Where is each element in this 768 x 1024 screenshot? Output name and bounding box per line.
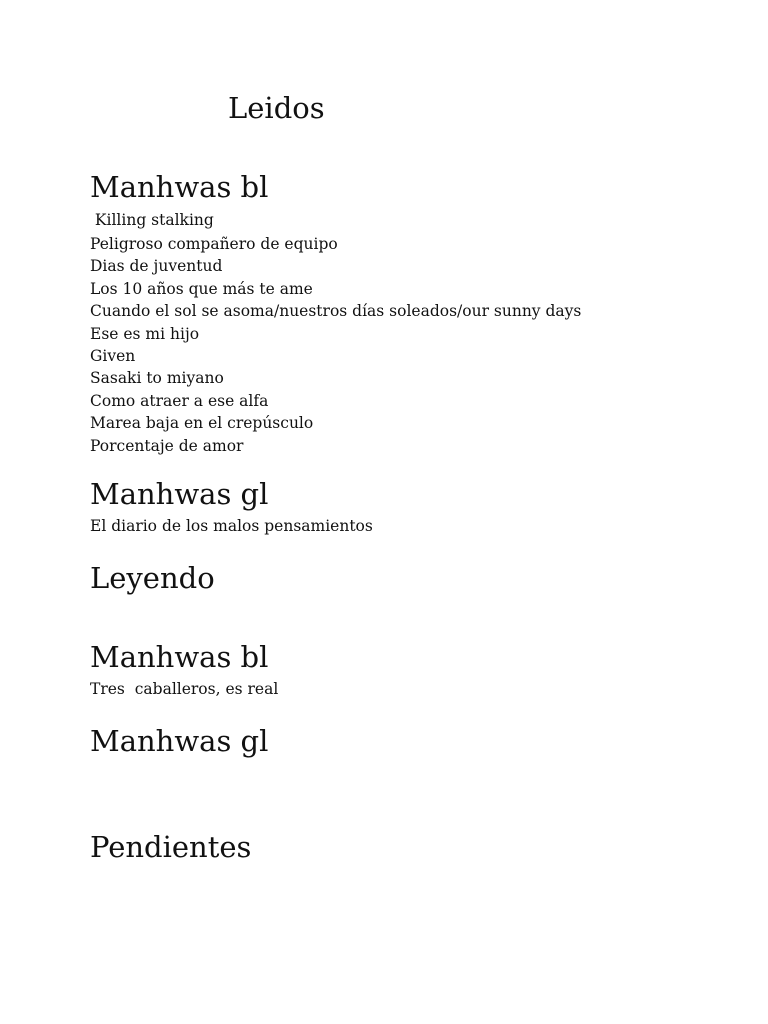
reading-bl-list xyxy=(90,678,278,700)
list-item: Marea baja en el crepúsculo xyxy=(90,414,314,433)
list-item: Killing stalking xyxy=(90,211,214,229)
list-item: Sasaki to miyano xyxy=(90,369,224,388)
list-item: Cuando el sol se asoma/nuestros días soleados/our sunny days xyxy=(90,302,582,321)
list-item: Given xyxy=(90,346,136,365)
reading-heading: Leyendo xyxy=(90,561,215,595)
list-item: Dias de juventud xyxy=(90,257,223,276)
list-item: El diario de los malos pensamientos xyxy=(90,517,373,535)
read-gl-list xyxy=(90,515,373,537)
read-gl-heading: Manhwas gl xyxy=(90,477,269,511)
document-title: Leidos xyxy=(228,91,325,125)
list-item: Como atraer a ese alfa xyxy=(90,391,269,410)
reading-bl-heading: Manhwas bl xyxy=(90,640,269,674)
list-item: Porcentaje de amor xyxy=(90,436,244,455)
list-item: Ese es mi hijo xyxy=(90,324,200,343)
pending-heading: Pendientes xyxy=(90,830,252,864)
list-item: Tres caballeros, es real xyxy=(90,680,279,698)
read-bl-heading: Manhwas bl xyxy=(90,170,269,204)
reading-gl-heading: Manhwas gl xyxy=(90,724,269,758)
read-bl-list xyxy=(90,208,581,457)
list-item: Los 10 años que más te ame xyxy=(90,279,313,298)
list-item: Peligroso compañero de equipo xyxy=(90,235,338,253)
